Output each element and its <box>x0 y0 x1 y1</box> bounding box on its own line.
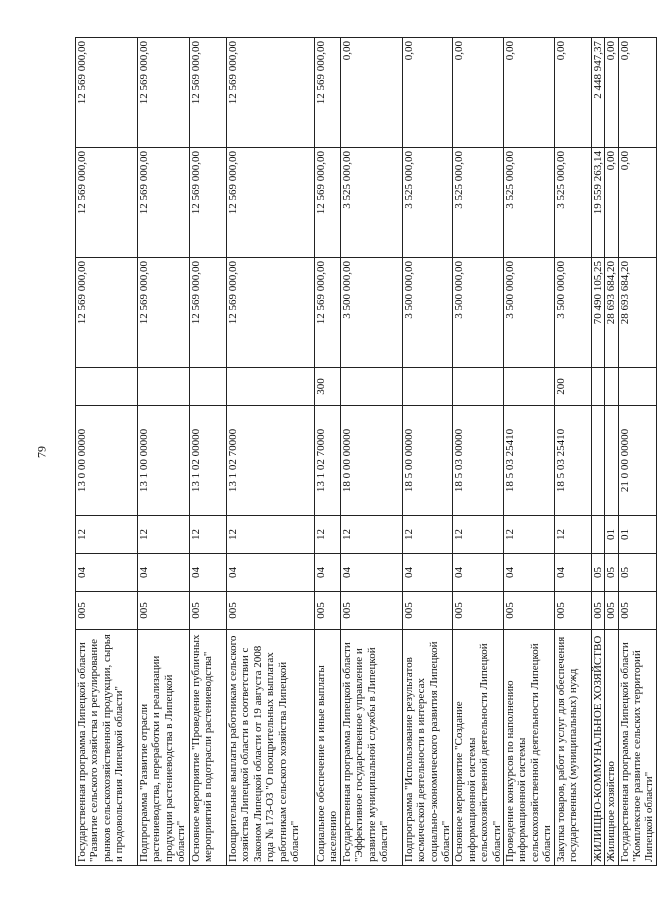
table-row <box>605 38 618 866</box>
cell-e: 200 <box>554 368 591 406</box>
cell-b: 04 <box>554 554 591 592</box>
cell-name: Жилищное хозяйство <box>605 630 618 866</box>
cell-c: 01 <box>605 516 618 554</box>
cell-v2: 12 569 000,00 <box>138 148 190 258</box>
cell-a: 005 <box>591 592 604 630</box>
cell-e <box>591 368 604 406</box>
cell-b: 05 <box>591 554 604 592</box>
cell-v1: 3 500 000,00 <box>554 258 591 368</box>
cell-b: 04 <box>315 554 341 592</box>
cell-v2: 12 569 000,00 <box>76 148 138 258</box>
cell-v2: 12 569 000,00 <box>227 148 315 258</box>
cell-v2: 0,00 <box>605 148 618 258</box>
cell-v3: 12 569 000,00 <box>138 38 190 148</box>
cell-a: 005 <box>340 592 402 630</box>
cell-b: 04 <box>504 554 555 592</box>
cell-v2: 19 559 263,14 <box>591 148 604 258</box>
table-row <box>554 38 591 866</box>
table-frame <box>75 38 656 866</box>
cell-v3: 12 569 000,00 <box>315 38 341 148</box>
cell-a: 005 <box>227 592 315 630</box>
cell-v2: 3 525 000,00 <box>504 148 555 258</box>
cell-v2: 3 525 000,00 <box>340 148 402 258</box>
cell-e <box>605 368 618 406</box>
cell-name: Государственная программа Липецкой области "Комплексное развитие сельских территорий Липецкой области" <box>618 630 656 866</box>
table-row <box>138 38 190 866</box>
cell-name: Основное мероприятие "Создание информационной системы сельскохозяйственной деятельности Липецкой области" <box>453 630 504 866</box>
cell-v2: 0,00 <box>618 148 656 258</box>
cell-d: 18 5 03 25410 <box>504 406 555 516</box>
cell-v2: 12 569 000,00 <box>190 148 227 258</box>
budget-table <box>75 37 657 866</box>
cell-c: 12 <box>340 516 402 554</box>
cell-d <box>605 406 618 516</box>
table-row <box>504 38 555 866</box>
table-row <box>618 38 656 866</box>
cell-v3: 12 569 000,00 <box>76 38 138 148</box>
cell-d <box>591 406 604 516</box>
cell-a: 005 <box>554 592 591 630</box>
cell-v1: 3 500 000,00 <box>402 258 453 368</box>
cell-v3: 0,00 <box>453 38 504 148</box>
cell-name: Подпрограмма "Развитие отрасли растениеводства, переработки и реализации продукции растениеводства в Липецкой области" <box>138 630 190 866</box>
cell-name: Государственная программа Липецкой области "Эффективное государственное управление и развитие муниципальной службы в Липецкой области" <box>340 630 402 866</box>
cell-d: 13 0 00 00000 <box>76 406 138 516</box>
cell-v3: 12 569 000,00 <box>190 38 227 148</box>
cell-e <box>618 368 656 406</box>
cell-v1: 12 569 000,00 <box>227 258 315 368</box>
cell-v2: 3 525 000,00 <box>554 148 591 258</box>
page-number: 79 <box>34 446 49 458</box>
cell-name: ЖИЛИЩНО-КОММУНАЛЬНОЕ ХОЗЯЙСТВО <box>591 630 604 866</box>
cell-e: 300 <box>315 368 341 406</box>
cell-e <box>340 368 402 406</box>
cell-v1: 12 569 000,00 <box>138 258 190 368</box>
cell-name: Государственная программа Липецкой области "Развитие сельского хозяйства и регулирование рынков сельскохозяйственной продукции, сырья и продовольствия Липецкой области" <box>76 630 138 866</box>
cell-c: 12 <box>227 516 315 554</box>
cell-d: 13 1 02 70000 <box>227 406 315 516</box>
cell-d: 18 5 03 25410 <box>554 406 591 516</box>
cell-v1: 12 569 000,00 <box>315 258 341 368</box>
cell-v1: 70 490 105,25 <box>591 258 604 368</box>
cell-a: 005 <box>190 592 227 630</box>
cell-c <box>591 516 604 554</box>
cell-v3: 0,00 <box>402 38 453 148</box>
cell-v1: 28 693 684,20 <box>618 258 656 368</box>
cell-c: 12 <box>554 516 591 554</box>
cell-name: Подпрограмма "Использование результатов космической деятельности в интересах социально-экономического развития Липецкой области" <box>402 630 453 866</box>
cell-v1: 3 500 000,00 <box>340 258 402 368</box>
table-row <box>591 38 604 866</box>
table-row <box>315 38 341 866</box>
cell-a: 005 <box>315 592 341 630</box>
cell-v3: 0,00 <box>618 38 656 148</box>
cell-c: 12 <box>315 516 341 554</box>
table-row <box>453 38 504 866</box>
cell-e <box>453 368 504 406</box>
cell-name: Закупка товаров, работ и услуг для обеспечения государственных (муниципальных) нужд <box>554 630 591 866</box>
cell-c: 01 <box>618 516 656 554</box>
cell-v1: 28 693 684,20 <box>605 258 618 368</box>
cell-e <box>76 368 138 406</box>
cell-a: 005 <box>453 592 504 630</box>
cell-b: 04 <box>138 554 190 592</box>
cell-c: 12 <box>138 516 190 554</box>
cell-d: 13 1 00 00000 <box>138 406 190 516</box>
cell-a: 005 <box>138 592 190 630</box>
cell-v2: 3 525 000,00 <box>453 148 504 258</box>
cell-v3: 0,00 <box>504 38 555 148</box>
cell-name: Социальное обеспечение и иные выплаты населению <box>315 630 341 866</box>
cell-b: 04 <box>453 554 504 592</box>
cell-e <box>504 368 555 406</box>
cell-c: 12 <box>453 516 504 554</box>
cell-v1: 3 500 000,00 <box>453 258 504 368</box>
cell-name: Поощрительные выплаты работникам сельского хозяйства Липецкой области в соответствии с Законом Липецкой области от 19 августа 2008 года № 173-ОЗ "О поощрительных выплатах работникам сельского хозяйства Липецкой области" <box>227 630 315 866</box>
cell-e <box>402 368 453 406</box>
cell-a: 005 <box>504 592 555 630</box>
cell-a: 005 <box>618 592 656 630</box>
cell-v3: 0,00 <box>554 38 591 148</box>
cell-a: 005 <box>76 592 138 630</box>
rotated-table-wrapper <box>75 38 656 866</box>
cell-name: Основное мероприятие "Проведение публичных мероприятий в подотрасли растениеводства" <box>190 630 227 866</box>
cell-b: 04 <box>402 554 453 592</box>
cell-d: 13 1 02 00000 <box>190 406 227 516</box>
cell-v1: 12 569 000,00 <box>190 258 227 368</box>
cell-b: 05 <box>605 554 618 592</box>
table-row <box>190 38 227 866</box>
cell-d: 18 0 00 00000 <box>340 406 402 516</box>
cell-d: 21 0 00 00000 <box>618 406 656 516</box>
cell-c: 12 <box>76 516 138 554</box>
table-row <box>402 38 453 866</box>
cell-c: 12 <box>190 516 227 554</box>
table-row <box>76 38 138 866</box>
cell-v3: 2 448 947,37 <box>591 38 604 148</box>
cell-a: 005 <box>402 592 453 630</box>
table-row <box>340 38 402 866</box>
cell-a: 005 <box>605 592 618 630</box>
cell-d: 18 5 00 00000 <box>402 406 453 516</box>
cell-b: 04 <box>227 554 315 592</box>
cell-v1: 12 569 000,00 <box>76 258 138 368</box>
cell-v3: 0,00 <box>605 38 618 148</box>
cell-name: Проведение конкурсов по наполнению информационной системы сельскохозяйственной деятельности Липецкой области <box>504 630 555 866</box>
cell-v2: 12 569 000,00 <box>315 148 341 258</box>
cell-e <box>227 368 315 406</box>
cell-v3: 12 569 000,00 <box>227 38 315 148</box>
cell-v1: 3 500 000,00 <box>504 258 555 368</box>
cell-v3: 0,00 <box>340 38 402 148</box>
cell-b: 05 <box>618 554 656 592</box>
cell-b: 04 <box>190 554 227 592</box>
cell-c: 12 <box>504 516 555 554</box>
cell-e <box>190 368 227 406</box>
cell-v2: 3 525 000,00 <box>402 148 453 258</box>
cell-e <box>138 368 190 406</box>
table-row <box>227 38 315 866</box>
cell-d: 18 5 03 00000 <box>453 406 504 516</box>
cell-c: 12 <box>402 516 453 554</box>
cell-b: 04 <box>340 554 402 592</box>
cell-b: 04 <box>76 554 138 592</box>
cell-d: 13 1 02 70000 <box>315 406 341 516</box>
